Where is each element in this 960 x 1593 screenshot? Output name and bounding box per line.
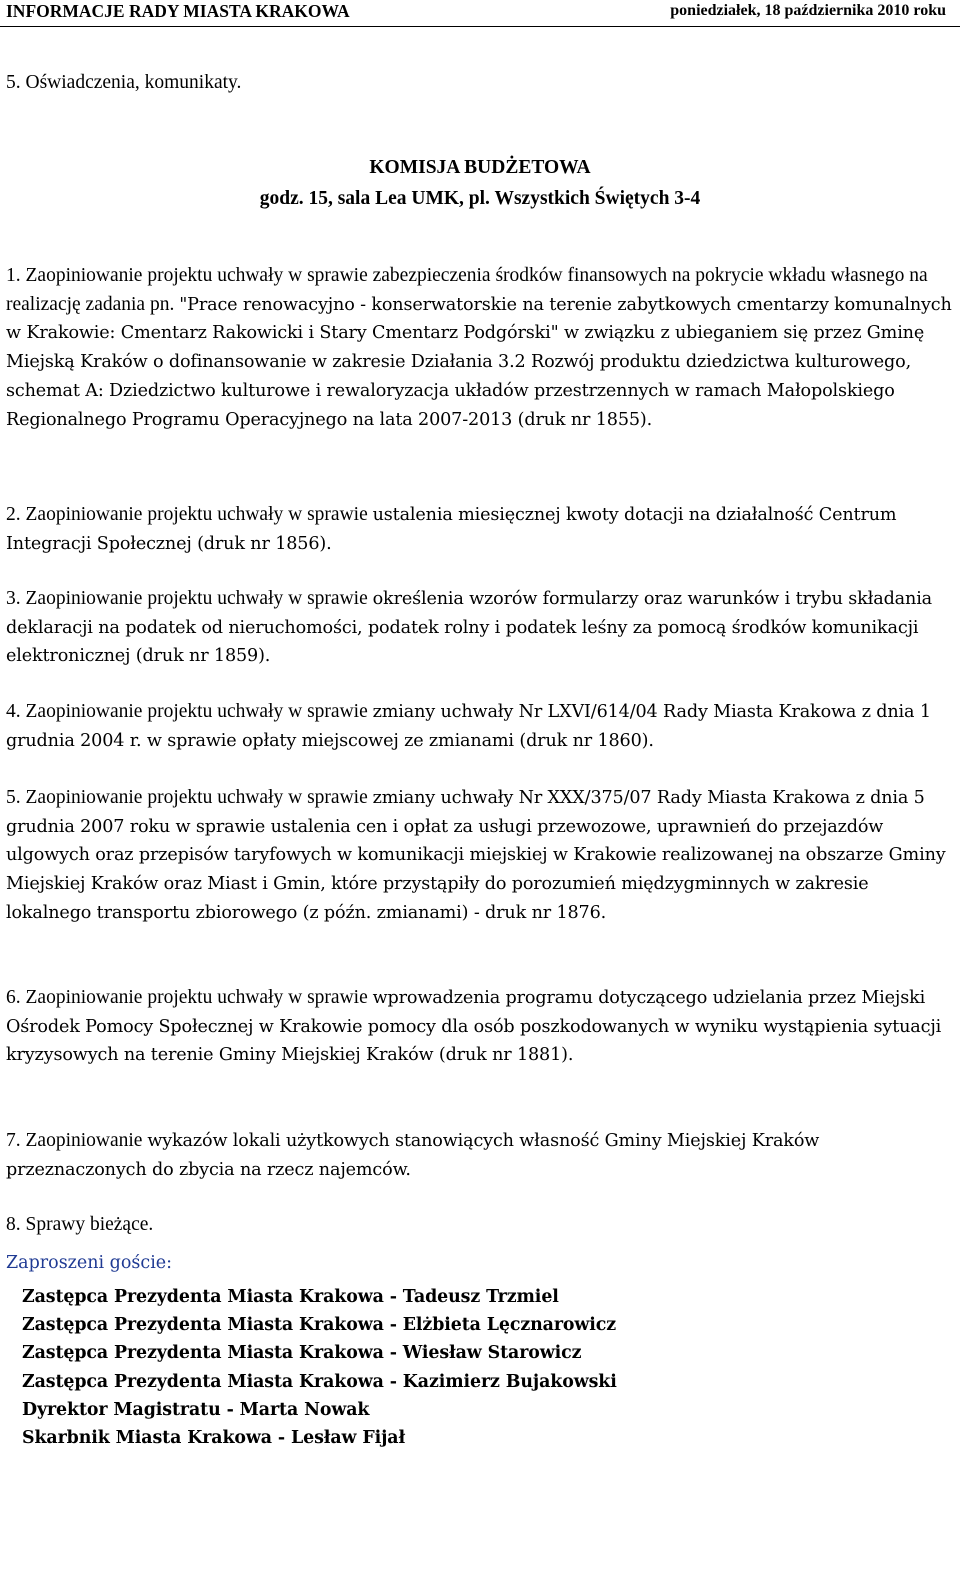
agenda-item-1 xyxy=(6,262,954,434)
committee-location: godz. 15, sala Lea UMK, pl. Wszystkich Świętych 3-4 xyxy=(259,188,701,209)
page-header xyxy=(0,0,960,27)
guest-item: Zastępca Prezydenta Miasta Krakowa - Wiesław Starowicz xyxy=(22,1343,582,1364)
agenda-item-lead: 8. Sprawy bieżące. xyxy=(6,1214,154,1235)
agenda-item-body: zmiany uchwały Nr XXX/375/07 Rady Miasta Krakowa z dnia 5 grudnia 2007 roku w sprawie ustalenia cen i opłat za usługi przewozowe, uprawnień do przejazdów ulgowych oraz przepisów taryfowych w komunikacji miejskiej w Krakowie realizowanej na obszarze Gminy Miejskiej Kraków oraz Miast i Gmin, które przystąpiły do porozumień międzygminnych w zakresie lokalnego transportu zbiorowego (z późn. zmianami) - druk nr 1876. xyxy=(6,788,946,923)
agenda-item-lead: 3. Zaopiniowanie projektu uchwały w sprawie xyxy=(6,588,373,609)
agenda-item-body: wykazów lokali użytkowych stanowiących własność Gminy Miejskiej Kraków przeznaczonych do zbycia na rzecz najemców. xyxy=(6,1131,820,1180)
header-title: INFORMACJE RADY MIASTA KRAKOWA xyxy=(6,1,350,21)
guest-item: Dyrektor Magistratu - Marta Nowak xyxy=(22,1399,370,1420)
agenda-item-lead: 4. Zaopiniowanie projektu uchwały w sprawie xyxy=(6,701,373,722)
guest-item: Zastępca Prezydenta Miasta Krakowa - Kazimierz Bujakowski xyxy=(22,1371,617,1392)
agenda-item-5 xyxy=(6,784,954,928)
agenda-item-lead: 6. Zaopiniowanie projektu uchwały w sprawie xyxy=(6,987,373,1008)
agenda-item-body: wprowadzenia programu dotyczącego udzielania przez Miejski Ośrodek Pomocy Społecznej w Krakowie pomocy dla osób poszkodowanych w wyniku wystąpienia sytuacji kryzysowych na terenie Gminy Miejskiej Kraków (druk nr 1881). xyxy=(6,988,942,1066)
committee-title: KOMISJA BUDŻETOWA xyxy=(369,157,591,178)
agenda-item-7 xyxy=(6,1127,954,1184)
agenda-item-5-communications: 5. Oświadczenia, komunikaty. xyxy=(6,72,242,93)
guest-item: Zastępca Prezydenta Miasta Krakowa - Tadeusz Trzmiel xyxy=(22,1287,559,1307)
agenda-item-body: zmiany uchwały Nr LXVI/614/04 Rady Miasta Krakowa z dnia 1 grudnia 2004 r. w sprawie opłaty miejscowej ze zmianami (druk nr 1860). xyxy=(6,702,931,751)
agenda-item-8 xyxy=(6,1211,954,1240)
header-date: poniedziałek, 18 października 2010 roku xyxy=(670,2,946,19)
agenda-item-lead: 2. Zaopiniowanie projektu uchwały w sprawie xyxy=(6,504,373,525)
guests-list xyxy=(22,1283,617,1452)
guest-item: Skarbnik Miasta Krakowa - Lesław Fijał xyxy=(22,1428,406,1449)
agenda-item-lead: 1. Zaopiniowanie projektu uchwały w sprawie zabezpieczenia środków finansowych na pokrycie wkładu własnego na realizację zadania pn. xyxy=(6,265,928,315)
agenda-item-body: określenia wzorów formularzy oraz warunków i trybu składania deklaracji na podatek od nieruchomości, podatek rolny i podatek leśny za pomocą środków komunikacji elektronicznej (druk nr 1859). xyxy=(6,589,933,667)
agenda-item-3 xyxy=(6,585,954,671)
agenda-item-lead: 5. Zaopiniowanie projektu uchwały w sprawie xyxy=(6,787,373,808)
agenda-item-lead: 7. Zaopiniowanie xyxy=(6,1130,148,1151)
agenda-item-6 xyxy=(6,984,954,1070)
agenda-item-body: "Prace renowacyjno - konserwatorskie na terenie zabytkowych cmentarzy komunalnych w Krakowie: Cmentarz Rakowicki i Stary Cmentarz Podgórski" w związku z ubieganiem się przez Gminę Miejską Kraków o dofinansowanie w zakresie Działania 3.2 Rozwój produktu dziedzictwa kulturowego, schemat A: Dziedzictwo kulturowe i rewaloryzacja układów przestrzennych w ramach Małopolskiego Regionalnego Programu Operacyjnego na lata 2007-2013 (druk nr 1855). xyxy=(6,294,952,430)
agenda-item-4 xyxy=(6,698,954,755)
agenda-item-2 xyxy=(6,501,954,558)
guests-label: Zaproszeni goście: xyxy=(6,1253,173,1273)
guest-item: Zastępca Prezydenta Miasta Krakowa - Elżbieta Lęcznarowicz xyxy=(22,1315,617,1336)
agenda-item-body: ustalenia miesięcznej kwoty dotacji na działalność Centrum Integracji Społecznej (druk nr 1856). xyxy=(6,505,897,554)
